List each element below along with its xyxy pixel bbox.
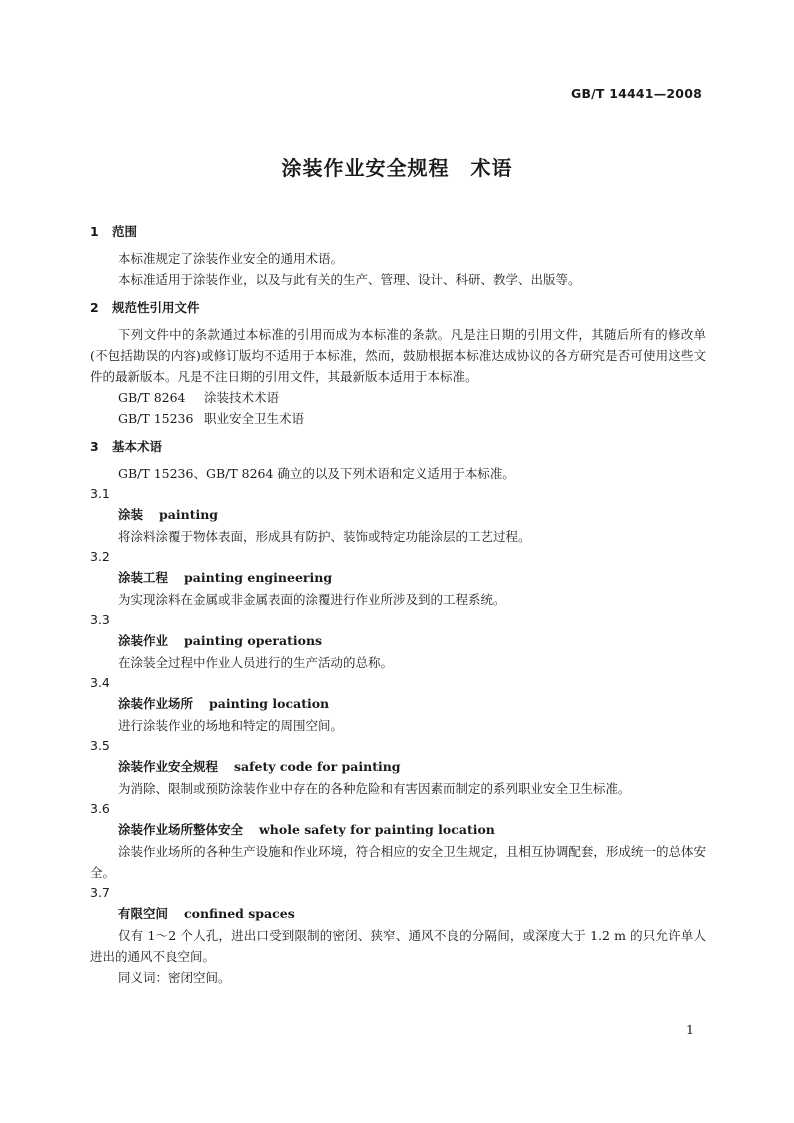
reference-item [90, 408, 706, 429]
term-number: 3.4 [90, 675, 110, 690]
term-number: 3.1 [90, 486, 110, 501]
term-number: 3.7 [90, 885, 110, 900]
term-english: safety code for painting [234, 759, 401, 774]
normative-references-paragraph: 下列文件中的条款通过本标准的引用而成为本标准的条款。凡是注日期的引用文件，其随后所有的修改单(不包括勘误的内容)或修订版均不适用于本标准，然而，鼓励根据本标准达成协议的各方研究是否可使用这些文件的最新版本。凡是不注日期的引用文件，其最新版本适用于本标准。 [90, 327, 706, 384]
term-entry [90, 630, 706, 652]
term-definition: 为消除、限制或预防涂装作业中存在的各种危险和有害因素而制定的系列职业安全卫生标准。 [118, 781, 631, 796]
term-number: 3.3 [90, 612, 110, 627]
section-title: 基本术语 [112, 439, 163, 454]
term-definition: 仅有 1～2 个人孔，进出口受到限制的密闭、狭窄、通风不良的分隔间，或深度大于 1.2 m 的只允许单人进出的通风不良空间。 [90, 928, 706, 964]
term-english: painting engineering [184, 570, 333, 585]
term-definition: 将涂料涂覆于物体表面，形成具有防护、装饰或特定功能涂层的工艺过程。 [118, 529, 531, 544]
term-english: painting [159, 507, 219, 522]
document-body [90, 222, 706, 988]
term-english: painting operations [184, 633, 323, 648]
term-chinese: 涂装作业 [118, 633, 169, 648]
term-entry [90, 819, 706, 841]
term-english: painting location [209, 696, 330, 711]
section-number: 1 [90, 224, 99, 239]
term-number: 3.2 [90, 549, 110, 564]
term-entry [90, 567, 706, 589]
term-english: confined spaces [184, 906, 295, 921]
term-number: 3.6 [90, 801, 110, 816]
term-chinese: 涂装工程 [118, 570, 169, 585]
term-entry [90, 693, 706, 715]
term-chinese: 涂装 [118, 507, 144, 522]
term-definition: 进行涂装作业的场地和特定的周围空间。 [118, 718, 344, 733]
reference-name: 涂装技术术语 [204, 390, 280, 405]
term-english: whole safety for painting location [259, 822, 495, 837]
term-chinese: 涂装作业场所整体安全 [118, 822, 244, 837]
section-1-heading [90, 222, 706, 242]
section-3-heading [90, 437, 706, 457]
term-chinese: 涂装作业场所 [118, 696, 194, 711]
reference-code: GB/T 15236 [118, 411, 194, 426]
section-2-heading [90, 298, 706, 318]
scope-paragraph: 本标准适用于涂装作业，以及与此有关的生产、管理、设计、科研、教学、出版等。 [118, 272, 581, 287]
section-title: 规范性引用文件 [112, 300, 200, 315]
term-entry [90, 903, 706, 925]
term-chinese: 有限空间 [118, 906, 169, 921]
section-title: 范围 [112, 224, 138, 239]
term-chinese: 涂装作业安全规程 [118, 759, 219, 774]
scope-paragraph: 本标准规定了涂装作业安全的通用术语。 [118, 251, 344, 266]
term-definition: 在涂装全过程中作业人员进行的生产活动的总称。 [118, 655, 394, 670]
page-number: 1 [686, 1022, 694, 1037]
reference-name: 职业安全卫生术语 [204, 411, 305, 426]
section-number: 3 [90, 439, 99, 454]
terms-intro-paragraph: GB/T 15236、GB/T 8264 确立的以及下列术语和定义适用于本标准。 [118, 466, 515, 481]
reference-item [90, 387, 706, 408]
section-number: 2 [90, 300, 99, 315]
term-number: 3.5 [90, 738, 110, 753]
document-title: 涂装作业安全规程 术语 [281, 156, 513, 180]
term-definition: 涂装作业场所的各种生产设施和作业环境，符合相应的安全卫生规定，且相互协调配套，形成统一的总体安全。 [90, 844, 706, 880]
term-definition: 为实现涂料在金属或非金属表面的涂覆进行作业所涉及到的工程系统。 [118, 592, 506, 607]
term-entry [90, 504, 706, 526]
reference-code: GB/T 8264 [118, 390, 186, 405]
term-synonym: 同义词：密闭空间。 [118, 970, 231, 985]
standard-code: GB/T 14441—2008 [570, 86, 702, 101]
term-entry [90, 756, 706, 778]
